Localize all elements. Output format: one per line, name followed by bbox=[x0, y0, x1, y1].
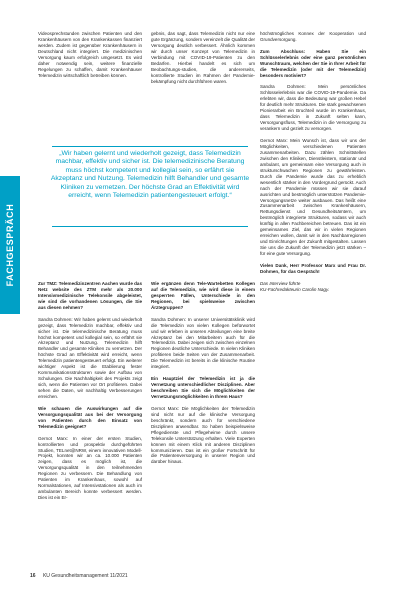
paragraph: höchstmögliches Konnex der Kooperation und Grundversorgung. bbox=[260, 31, 366, 42]
column-3 bbox=[260, 31, 366, 299]
paragraph: Videosprechstunden zwischen Patienten und den Krankenhäusern von den Krankenkassen finanziert werden. Zudem ist gegenüber Krankenhäusern in Deutschland nicht integriert. Die medizinischen Versorgung kaum erfolgreich umgesetzt. Es wird daher notwendig sein, weitere finanzielle Regelungen zu schaffen, damit Krankenhäuser Telemedizin wirtschaftlich betreiben können. bbox=[38, 31, 142, 78]
paragraph: Gernot Marx: Die Möglichkeiten der Telemedizin sind nicht nur auf die klinische Versorgung beschränkt, sondern auch für verschiedene Disziplinen anwendbar. So haben beispielsweise Pflegedienste und Pflegeheime durch unsere Telekonsile Unterstützung erhalten. Viele Experten können mit einem Klick mit anderen Disziplinen kommunizieren. Das ist ein großer Fortschritt für die Patientenversorgung in unserer Region und darüber hinaus. bbox=[151, 405, 255, 465]
credit-line-1: Das Interview führte bbox=[260, 280, 301, 286]
column-1-top bbox=[38, 31, 142, 85]
question: Wie ergänzen denn Tele-Wartebetten Kollegen auf die Telemedizin, wie wird diese in einem gesperrten Fällen, Unterschiede in den Regionen, bei spielsweise zwischen Ärztegruppen? bbox=[151, 281, 255, 310]
column-2-top bbox=[151, 31, 255, 90]
question: Ein Hauptziel der Telemedizin ist ja die Vernetzung unterschiedlicher Disziplinen. Aber beschreiben Sie sich die Möglichkeiten der Vernetzungsmöglichkeiten in Ihrem Haus? bbox=[151, 376, 255, 399]
column-2-bottom bbox=[151, 281, 255, 471]
question: Wie schauen die Auswirkungen auf die Versorgungsqualität aus bei der Versorgung von Patienten durch den Einsatz von Telemedizin geeignet? bbox=[38, 405, 142, 429]
paragraph: Sandra Dohmen: Mein persönliches Schlüsselerlebnis war die COVID-19-Pandemie. Da erlebten wir, dass die Bedeutung war großen Hebel für deutlich mehr Strukturen. Die stark gewachsenen Pionierarbeit ein Bruchteil wurde im Krankenhaus, dass Telemedizin in Zukunft selten kann, Versorgungsfluss, Telemedizin in die Versorgung zu verankern und gezielt zu versorgen. bbox=[260, 84, 366, 132]
paragraph: Gernot Marx: Mein Wunsch ist, dass wir uns der Möglichkeiten, verschiedenen Patienten zusammenarbeiten. Dazu zählen Schnittstellen zwischen den Kliniken, Dienstleistern, stationär und ambulant, um gemeinsam eine Versorgung auch in strukturschwachen Regionen zu gewährleisten. Durch die Pandemie wurde das zu erheblich wesentlich stärker in den Vordergrund gerückt. Auch nach der Pandemie müssen wir sie darauf ausrichten und bestmöglich unterstützen Pandemie-Versorgungsnetze weiter ausbauen. Das heißt eine Zusammenarbeit zwischen Krankenhäusern, Rettungsdienst und Gesundheitsämtern, um bestmöglich integrierte Strukturen, sodass wir auch künftig in allen Fachbereichen betreuen. Das ist ein gemeinsames Ziel, das wir in vielen Regionen erreichen wollen, damit wir in den Nachbarregionen und Einrichtungen der Zukunft mitgestalten. Lassen Sie uns die Zukunft der Telemedizin jetzt stärken – für eine gute Versorgung. bbox=[260, 137, 366, 257]
pull-quote: „Wir haben gelernt und wiederholt gezeigt, dass Telemedizin machbar, effektiv und sicher ist. Die telemedizinische Beratung muss höchst kompetent und kollegial sein, so erfährt sie Akzeptanz und Nutzung. Telemedizin hilft Behandler und gesamte Kliniken zu vernetzen. Der höchste Grad an Effektivität wird erreicht, wenn Telemedizin patientengesteuert erfolgt.“ bbox=[50, 150, 250, 200]
paragraph: gebnis, das sagt, dass Telemedizin nicht nur eine gute Ergänzung, sondern vereinzelt die Qualität der Versorgung deutlich verbessert. Ähnlich kommen wir durch unser Konzept von Telemedizin in Verbindung mit COVID-19-Patienten zu den Bedarfen. Hierbei handelt es sich um Beobachtungs-studien, die andererseits, kontrollierte Studien im Rahmen der Pandemie-bekämpfung nicht durchführen waren. bbox=[151, 31, 255, 84]
paragraph: Gernot Marx: In einer der ersten Studien, kontrollierten und prospektiv durchgeführten Studien, TELnet@NRW, einem innovativen Modell-Projekt, konnten wir an ca. 10.000 Patienten zeigen, dass es möglich ist, die Versorgungsqualität in den teilnehmenden Regionen zu verbessern. Die Behandlung von Patienten im Krankenhaus, sowohl auf Normalstationen, auf Intensivstationen als auch im ambulanten Bereich konnte verbessert werden. Dies ist ein Er- bbox=[38, 435, 142, 501]
question: Zur TMZ: Telemedizinzentren Aachen wurde das Netz website des ZTM mehr als 20.000 Intensivmedizinische Telekonsile abgeleistet, wie sind die vorhandenen Lösungen, die Sie aus diesen nehmen? bbox=[38, 281, 142, 310]
section-label: FACHGESPRÄCH bbox=[5, 203, 15, 287]
credit-line-2: KU-Fachredakteurin Carolin Nagy. bbox=[260, 286, 330, 292]
paragraph: Sandra Dohmen: In unserer Universitätsklinik wird die Telemedizin von vielen Kollegen befürwortet und wir erleben in unseren Abteilungen eine breite Akzeptanz bei den Mitarbeitern auch für die Telemedizin. Dabei zeigen sich zwischen einzelnen Regionen deutliche Unterschiede. In vielen Kliniken profitieren beide Seiten von der Zusammenarbeit. Die Telemedizin ist bereits in die klinische Routine integriert. bbox=[151, 316, 255, 370]
page-footer bbox=[30, 573, 128, 579]
publication-name: KU Gesundheitsmanagement 11/2021 bbox=[42, 573, 128, 579]
section-tab bbox=[0, 176, 20, 314]
quote-rule-top bbox=[52, 146, 248, 147]
paragraph: Sandra Dohmen: Wir haben gelernt und wiederholt gezeigt, dass Telemedizin machbar, effektiv und sicher ist. Die telemedizinische Beratung muss höchst kompetent und kollegial sein, so erfährt sie Akzeptanz und Nutzung. Telemedizin hilft Behandler und gesamte Kliniken zu vernetzen. Der höchste Grad an Effektivität wird erreicht, wenn Telemedizin patientengesteuert erfolgt. Ein weiterer wichtiger Aspekt ist die Etablierung fester Kommunikationsstrukturen sowie der Aufbau von Schulungen. Die Nachhaltigkeit des Projekts zeigt sich, wenn die Patienten vor Ort profitieren. Dabei sehen die Daten, wir nachhaltig Verbesserungen erreichen. bbox=[38, 316, 142, 400]
question: Zum Abschluss: Haben Sie ein Schlüsselerlebnis oder eine ganz persönlichen Wunschtraum, welchen der Sie in Ihrer Arbeit für die Telemedizin (oder mit der Telemedizin) besonders motiviert? bbox=[260, 48, 366, 78]
page-number: 16 bbox=[30, 573, 36, 579]
closing: Vielen Dank, Herr Professor Marx und Frau Dr. Dohmen, für das Gespräch! bbox=[260, 262, 366, 274]
column-1-bottom bbox=[38, 281, 142, 507]
quote-rule-bottom bbox=[52, 226, 248, 227]
